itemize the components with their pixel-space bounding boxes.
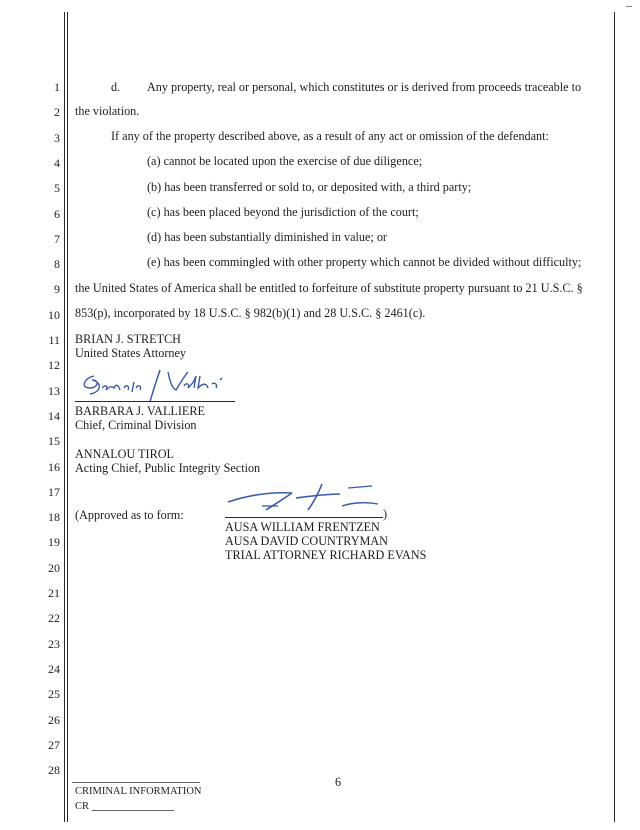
line-number: 17 — [48, 484, 60, 499]
signature-line-1 — [75, 401, 235, 402]
line-number: 7 — [54, 231, 60, 246]
signature-valliere — [72, 366, 242, 406]
line-number: 4 — [54, 155, 60, 170]
line-number: 10 — [48, 307, 60, 322]
left-margin-rule — [64, 12, 65, 822]
chief-title: Chief, Criminal Division — [75, 418, 197, 432]
line-number: 28 — [48, 763, 60, 778]
conclusion-line-1: the United States of America shall be entitled to forfeiture of substitute property pursuant to 21 U.S.C. § — [75, 281, 583, 295]
left-margin-rule-inner — [67, 12, 68, 822]
attorney-name: BRIAN J. STRETCH — [75, 332, 181, 346]
line-number: 18 — [48, 510, 60, 525]
item-c: (c) has been placed beyond the jurisdiction of the court; — [147, 205, 419, 219]
item-a: (a) cannot be located upon the exercise of due diligence; — [147, 154, 423, 168]
footer-rule — [72, 782, 200, 783]
footer-case-line — [92, 810, 174, 811]
line-number: 9 — [54, 282, 60, 297]
right-margin-rule — [614, 12, 615, 822]
para-d-cont: the violation. — [75, 104, 140, 118]
line-number: 25 — [48, 687, 60, 702]
line-number: 15 — [48, 434, 60, 449]
line-number: 27 — [48, 737, 60, 752]
line-number: 8 — [54, 257, 60, 272]
signature-line-2 — [225, 517, 383, 518]
para-d-text: Any property, real or personal, which constitutes or is derived from proceeds traceable to — [147, 80, 582, 94]
para-d-label: d. — [111, 80, 121, 94]
line-number: 23 — [48, 636, 60, 651]
line-number: 5 — [54, 181, 60, 196]
approver-3: TRIAL ATTORNEY RICHARD EVANS — [225, 548, 427, 562]
line-number: 22 — [48, 611, 60, 626]
corner-mark — [626, 6, 632, 7]
approver-2: AUSA DAVID COUNTRYMAN — [225, 534, 388, 548]
line-number: 14 — [48, 408, 60, 423]
page-number: 6 — [335, 775, 342, 789]
item-d: (d) has been substantially diminished in value; or — [147, 230, 387, 244]
acting-title: Acting Chief, Public Integrity Section — [75, 461, 261, 475]
footer-doc-title: CRIMINAL INFORMATION — [75, 786, 202, 797]
conclusion-line-2: 853(p), incorporated by 18 U.S.C. § 982(b)(1) and 28 U.S.C. § 2461(c). — [75, 306, 426, 320]
item-b: (b) has been transferred or sold to, or deposited with, a third party; — [147, 180, 472, 194]
line-number: 2 — [54, 105, 60, 120]
line-number: 13 — [48, 383, 60, 398]
footer-case-prefix: CR — [75, 801, 90, 812]
line-number: 11 — [48, 333, 60, 347]
chief-name: BARBARA J. VALLIERE — [75, 404, 205, 418]
line-number: 1 — [54, 80, 60, 94]
line-number: 24 — [48, 661, 60, 676]
line-number: 3 — [54, 130, 60, 145]
approved-label: (Approved as to form: — [75, 508, 184, 522]
line-number: 20 — [48, 560, 60, 575]
approver-1: AUSA WILLIAM FRENTZEN — [225, 520, 380, 534]
line-number: 19 — [48, 535, 60, 550]
signature-frentzen — [222, 476, 382, 516]
line-number: 12 — [48, 358, 60, 373]
line-number: 6 — [54, 206, 60, 221]
attorney-title: United States Attorney — [75, 346, 187, 360]
acting-name: ANNALOU TIROL — [75, 447, 174, 461]
approved-close: ) — [383, 507, 388, 521]
line-number: 26 — [48, 712, 60, 727]
para-intro: If any of the property described above, as a result of any act or omission of the defendant: — [111, 129, 549, 143]
line-number: 16 — [48, 459, 60, 474]
line-number: 21 — [48, 586, 60, 600]
item-e: (e) has been commingled with other property which cannot be divided without difficulty; — [147, 255, 582, 269]
